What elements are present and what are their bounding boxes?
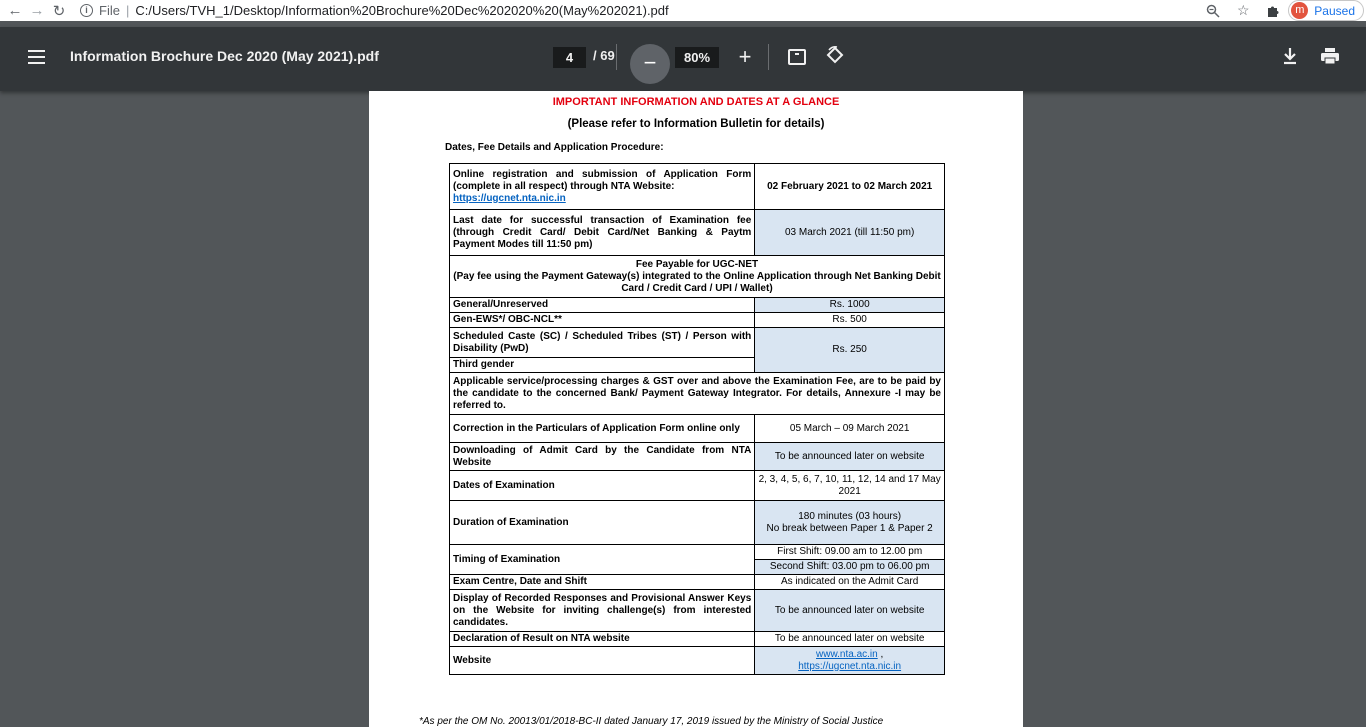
extensions-puzzle-icon[interactable] bbox=[1258, 0, 1288, 21]
file-label: File bbox=[99, 3, 120, 18]
table-cell: 02 February 2021 to 02 March 2021 bbox=[755, 164, 945, 210]
table-cell: Declaration of Result on NTA website bbox=[450, 632, 755, 647]
pdf-page bbox=[369, 91, 1023, 727]
table-cell: Timing of Examination bbox=[450, 545, 755, 575]
table-row bbox=[450, 590, 945, 632]
table-row bbox=[450, 545, 945, 560]
table-cell: Last date for successful transaction of Examination fee (through Credit Card/ Debit Card/Net Banking & Paytm Payment Modes till 11:50 pm) bbox=[450, 210, 755, 256]
menu-icon[interactable] bbox=[28, 50, 45, 64]
forward-arrow-icon[interactable]: → bbox=[29, 2, 45, 19]
ugcnet-website-link[interactable]: https://ugcnet.nta.nic.in bbox=[798, 660, 902, 672]
pdf-toolbar bbox=[0, 27, 1366, 91]
table-cell: Scheduled Caste (SC) / Scheduled Tribes (ST) / Person with Disability (PwD) bbox=[450, 328, 755, 358]
table-row bbox=[450, 647, 945, 675]
page-number-input[interactable]: 4 bbox=[553, 47, 586, 68]
zoom-out-button[interactable]: − bbox=[630, 44, 670, 84]
table-cell: 05 March – 09 March 2021 bbox=[755, 415, 945, 443]
table-row bbox=[450, 256, 945, 298]
browser-actions bbox=[1198, 0, 1366, 21]
table-cell: Online registration and submission of Application Form (complete in all respect) through NTA Website: https://ugcnet.nta.nic.in bbox=[450, 164, 755, 210]
table-row bbox=[450, 328, 945, 358]
table-cell: Display of Recorded Responses and Provisional Answer Keys on the Website for inviting challenge(s) from interested candidates. bbox=[450, 590, 755, 632]
page-total: / 69 bbox=[593, 48, 615, 63]
toolbar-divider bbox=[616, 44, 617, 70]
table-cell: Rs. 500 bbox=[755, 313, 945, 328]
reload-icon[interactable]: ↻ bbox=[52, 2, 66, 20]
table-cell: Third gender bbox=[450, 358, 755, 373]
dates-fee-table bbox=[449, 163, 945, 675]
back-arrow-icon[interactable]: ← bbox=[7, 2, 23, 19]
table-cell: 03 March 2021 (till 11:50 pm) bbox=[755, 210, 945, 256]
table-row bbox=[450, 575, 945, 590]
table-cell: www.nta.ac.in , https://ugcnet.nta.nic.in bbox=[755, 647, 945, 675]
table-cell: Dates of Examination bbox=[450, 471, 755, 501]
toolbar-divider bbox=[768, 44, 769, 70]
table-cell: 2, 3, 4, 5, 6, 7, 10, 11, 12, 14 and 17 May 2021 bbox=[755, 471, 945, 501]
bookmark-star-icon[interactable]: ☆ bbox=[1237, 2, 1250, 18]
rotate-icon[interactable] bbox=[823, 45, 847, 69]
profile-button[interactable] bbox=[1288, 0, 1364, 21]
print-icon[interactable] bbox=[1320, 47, 1340, 67]
info-icon[interactable]: i bbox=[80, 4, 93, 17]
nta-website-link[interactable]: www.nta.ac.in bbox=[816, 648, 878, 660]
table-cell: General/Unreserved bbox=[450, 298, 755, 313]
avatar: m bbox=[1291, 2, 1308, 19]
page-heading: IMPORTANT INFORMATION AND DATES AT A GLANCE bbox=[552, 96, 840, 108]
page-subheading: (Please refer to Information Bulletin for details) bbox=[567, 118, 825, 130]
table-cell: To be announced later on website bbox=[755, 632, 945, 647]
download-icon[interactable] bbox=[1280, 46, 1300, 68]
section-title: Dates, Fee Details and Application Procedure: bbox=[445, 142, 664, 153]
browser-bar bbox=[0, 0, 1366, 21]
table-row bbox=[450, 632, 945, 647]
table-cell: Duration of Examination bbox=[450, 501, 755, 545]
table-cell: 180 minutes (03 hours) No break between Paper 1 & Paper 2 bbox=[755, 501, 945, 545]
url-text[interactable]: C:/Users/TVH_1/Desktop/Information%20Brochure%20Dec%202020%20(May%202021).pdf bbox=[135, 3, 669, 18]
table-cell: Correction in the Particulars of Application Form online only bbox=[450, 415, 755, 443]
table-cell: As indicated on the Admit Card bbox=[755, 575, 945, 590]
table-row bbox=[450, 164, 945, 210]
table-cell: Exam Centre, Date and Shift bbox=[450, 575, 755, 590]
table-cell: Rs. 250 bbox=[755, 328, 945, 373]
fit-to-page-icon[interactable] bbox=[788, 49, 806, 65]
table-cell: Second Shift: 03.00 pm to 06.00 pm bbox=[755, 560, 945, 575]
omnibox-divider: | bbox=[125, 3, 130, 18]
document-title: Information Brochure Dec 2020 (May 2021).pdf bbox=[70, 48, 379, 64]
footnote: *As per the OM No. 20013/01/2018-BC-II dated January 17, 2019 issued by the Ministry of Social Justice bbox=[419, 716, 884, 727]
profile-status: Paused bbox=[1314, 3, 1355, 18]
table-cell: First Shift: 09.00 am to 12.00 pm bbox=[755, 545, 945, 560]
table-row bbox=[450, 501, 945, 545]
table-row bbox=[450, 443, 945, 471]
zoom-level-input[interactable]: 80% bbox=[675, 47, 719, 68]
table-row bbox=[450, 313, 945, 328]
table-cell: Downloading of Admit Card by the Candidate from NTA Website bbox=[450, 443, 755, 471]
table-cell: Rs. 1000 bbox=[755, 298, 945, 313]
table-cell: Website bbox=[450, 647, 755, 675]
table-cell: To be announced later on website bbox=[755, 590, 945, 632]
table-cell: Gen-EWS*/ OBC-NCL** bbox=[450, 313, 755, 328]
table-row bbox=[450, 415, 945, 443]
table-row bbox=[450, 210, 945, 256]
table-cell: To be announced later on website bbox=[755, 443, 945, 471]
table-cell: Fee Payable for UGC-NET (Pay fee using the Payment Gateway(s) integrated to the Online Application through Net Banking Debit Card / Credit Card / UPI / Wallet) bbox=[450, 256, 945, 298]
table-row bbox=[450, 373, 945, 415]
table-row bbox=[450, 471, 945, 501]
zoom-icon[interactable] bbox=[1198, 0, 1228, 21]
table-row bbox=[450, 298, 945, 313]
zoom-in-button[interactable]: + bbox=[738, 44, 752, 69]
address-bar[interactable] bbox=[80, 0, 669, 21]
table-cell: Applicable service/processing charges & GST over and above the Examination Fee, are to be paid by the candidate to the concerned Bank/ Payment Gateway Integrator. For details, Annexure -I may be referred to. bbox=[450, 373, 945, 415]
registration-link[interactable]: https://ugcnet.nta.nic.in bbox=[453, 192, 566, 204]
